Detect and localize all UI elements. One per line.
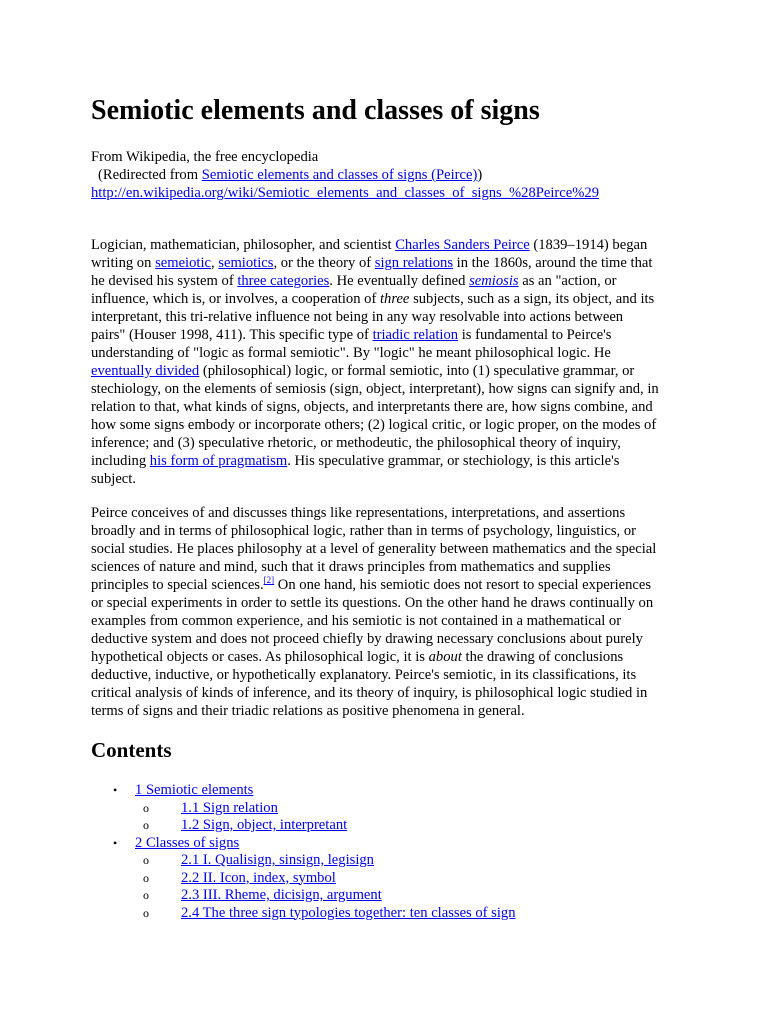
toc-link-sign-object-interpretant[interactable]: 1.2 Sign, object, interpretant [181,817,348,833]
text: . His speculative grammar, or stechiology, is this article's [287,453,620,469]
contents-heading: Contents [91,738,172,762]
citation-2-link[interactable]: [2] [263,575,275,585]
toc-link-icon-index-symbol[interactable]: 2.2 II. Icon, index, symbol [181,869,336,886]
bullet-icon: • [113,783,118,797]
circle-bullet-icon: o [143,800,149,815]
intro-paragraph-1 [91,236,681,488]
text: writing on [91,255,156,271]
text: Logician, mathematician, philosopher, and scientist [91,237,396,253]
redirect-suffix: ) [477,167,483,183]
text: the drawing of conclusions [461,649,624,665]
site-tagline: From Wikipedia, the free encyclopedia [91,149,319,165]
text: On one hand, his semiotic does not resort to special experiences [274,577,652,593]
article-url-link[interactable]: http://en.wikipedia.org/wiki/Semiotic_elements_and_classes_of_signs_%28Peirce%29 [91,185,599,201]
toc-link-sign-relation[interactable]: 1.1 Sign relation [181,799,278,816]
text-line: stechiology, on the elements of semiosis (sign, object, interpretant), how signs can signify and, in [91,381,659,397]
link-pragmatism[interactable]: his form of pragmatism [149,453,288,469]
text-line: or special experiments in order to settle its questions. On the other hand he draws continually on [91,595,654,611]
emphasis: three [379,291,410,307]
article-meta [91,148,599,202]
text: influence, which is, or involves, a cooperation of [91,291,380,307]
text-line: broadly and in terms of philosophical logic, rather than in terms of psychology, linguistics, or [91,523,636,539]
text-line: relation to that, what kinds of signs, objects, and interpretants there are, how signs combine, and [91,399,653,415]
link-triadic-relation[interactable]: triadic relation [372,327,459,343]
text-line: inference; and (3) speculative rhetoric, or methodeutic, the philosophical theory of inquiry, [91,435,621,451]
toc-link-rheme-dicisign-argument[interactable]: 2.3 III. Rheme, dicisign, argument [181,887,382,903]
text: is fundamental to Peirce's [458,327,612,343]
text-line: how some signs embody or incorporate others; (2) logical critic, or logic proper, on the modes of [91,417,657,433]
text-line: deductive, inductive, or hypothetically explanatory. Peirce's semiotic, in its classifications, its [91,667,637,683]
circle-bullet-icon: o [143,818,149,832]
emphasis: about [428,649,462,665]
link-semiotics[interactable]: semiotics [218,255,274,271]
circle-bullet-icon: o [143,870,149,885]
text: including [91,453,150,469]
link-three-categories[interactable]: three categories [237,273,330,289]
redirect-note [91,166,599,184]
text: as an "action, or [518,273,617,289]
text: subjects, such as a sign, its object, and its [409,291,655,307]
text: (1839–1914) began [529,237,648,253]
circle-bullet-icon: o [143,905,149,920]
text: , [211,255,219,271]
circle-bullet-icon: o [143,888,149,902]
text-line: Peirce conceives of and discusses things like representations, interpretations, and assertions [91,505,626,521]
toc-link-ten-classes[interactable]: 2.4 The three sign typologies together: ten classes of sign [181,904,516,921]
bullet-icon: • [113,835,118,850]
text: principles to special sciences. [91,577,264,593]
text-line: deductive system and does not proceed chiefly by drawing necessary conclusions about purely [91,631,643,647]
text: , or the theory of [273,255,375,271]
intro-paragraph-2 [91,504,681,720]
text-line: critical analysis of kinds of inference, and its theory of inquiry, is philosophical logic studied in [91,685,648,701]
text-line: understanding of "logic as formal semiotic". By "logic" he meant philosophical logic. He [91,345,611,361]
link-sign-relations[interactable]: sign relations [374,255,453,271]
text: pairs" (Houser 1998, 411). This specific type of [91,327,373,343]
text-line: social studies. He places philosophy at a level of generality between mathematics and the special [91,541,657,557]
redirect-prefix: (Redirected from [98,167,202,183]
link-semiosis[interactable]: semiosis [469,273,519,289]
text-line: terms of signs and their triadic relations as positive phenomena in general. [91,703,525,719]
toc-link-qualisign[interactable]: 2.1 I. Qualisign, sinsign, legisign [181,852,374,868]
circle-bullet-icon: o [143,853,149,867]
link-eventually-divided[interactable]: eventually divided [91,363,200,379]
text: (philosophical) logic, or formal semiotic, into (1) speculative grammar, or [199,363,635,379]
link-charles-sanders-peirce[interactable]: Charles Sanders Peirce [395,237,530,253]
text-line: sciences of nature and mind, such that it draws principles from mathematics and supplies [91,559,611,575]
text: . He eventually defined [329,273,470,289]
toc-link-semiotic-elements[interactable]: 1 Semiotic elements [135,782,254,798]
redirect-link[interactable]: Semiotic elements and classes of signs (Peirce) [201,167,478,183]
text: in the 1860s, around the time that [453,255,653,271]
text-line: subject. [91,471,136,487]
text-line: examples from common experience, and his semiotic is not contained in a mathematical or [91,613,622,629]
text: he devised his system of [91,273,238,289]
page-title: Semiotic elements and classes of signs [91,95,540,126]
text: hypothetical objects or cases. As philosophical logic, it is [91,649,429,665]
link-semeiotic[interactable]: semeiotic [155,255,211,271]
text-line: interpretant, this tri-relative influence not being in any way resolvable into actions between [91,309,624,325]
toc-link-classes-of-signs[interactable]: 2 Classes of signs [135,834,240,851]
